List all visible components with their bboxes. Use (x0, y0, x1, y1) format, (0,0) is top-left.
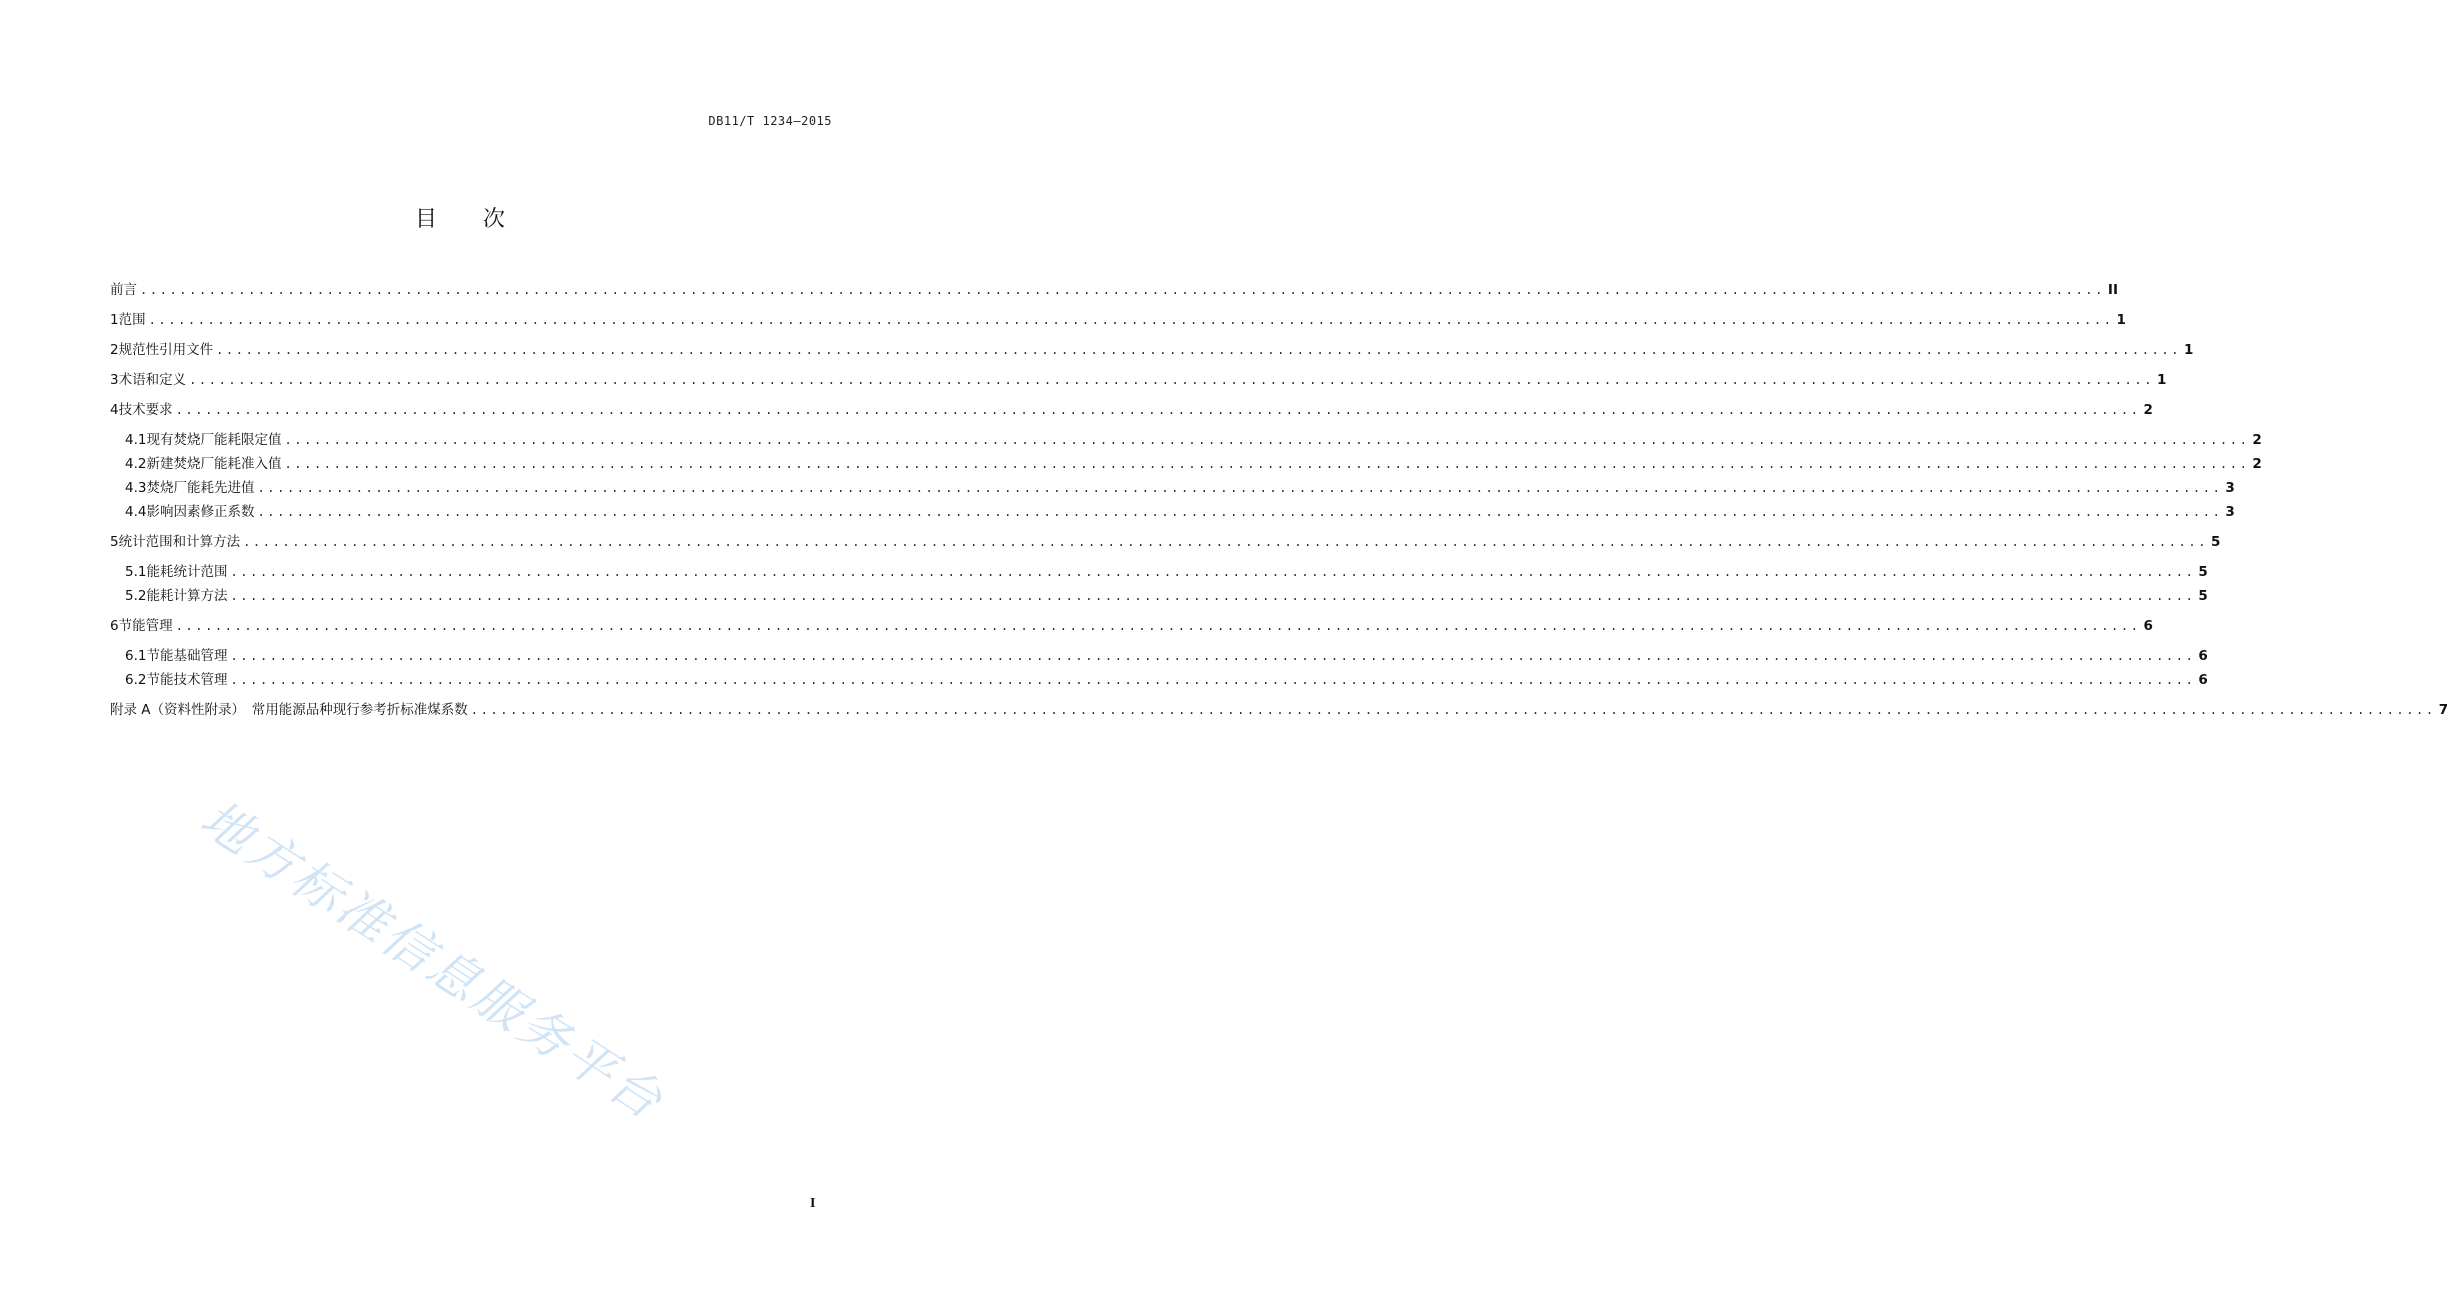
toc-leader-dots: ........................................................................................................................................................................................................ (257, 481, 2223, 495)
toc-leader-dots: ........................................................................................................................................................................................................ (243, 535, 2209, 549)
toc-entry-4-4[interactable] (125, 502, 2235, 522)
toc-number: 4.4 (125, 504, 147, 520)
toc-label: 节能管理 (118, 618, 173, 634)
toc-label: 规范性引用文件 (118, 342, 214, 358)
toc-page-number: 5 (2198, 564, 2208, 580)
toc-leader-dots: ........................................................................................................................................................................................................ (230, 589, 2196, 603)
toc-number: 6.1 (125, 648, 147, 664)
toc-leader-dots: ........................................................................................................................................................................................................ (284, 433, 2250, 447)
toc-title: 目次 (414, 207, 551, 232)
toc-leader-dots: ........................................................................................................................................................................................................ (257, 505, 2223, 519)
toc-entry-4-1[interactable] (125, 430, 2262, 450)
toc-page-number: 2 (2252, 432, 2262, 448)
toc-label: 现有焚烧厂能耗限定值 (146, 432, 282, 448)
toc-page-number: 5 (2198, 588, 2208, 604)
toc-leader-dots: ........................................................................................................................................................................................................ (175, 619, 2141, 633)
toc-entry-6-2[interactable] (125, 670, 2208, 690)
toc-label: 术语和定义 (118, 372, 187, 388)
toc-label: 能耗计算方法 (146, 588, 228, 604)
toc-page-number: 1 (2184, 342, 2194, 358)
toc-label: 影响因素修正系数 (146, 504, 255, 520)
toc-page-number: 2 (2252, 456, 2262, 472)
toc-number: 4.2 (125, 456, 147, 472)
toc-page-number: 1 (2116, 312, 2126, 328)
toc-page-number: 1 (2157, 372, 2167, 388)
watermark: 地方标准信息服务平台 (190, 789, 675, 1132)
toc-number: 4.3 (125, 480, 147, 496)
toc-leader-dots: ........................................................................................................................................................................................................ (216, 343, 2182, 357)
toc-entry-foreword[interactable] (110, 280, 2118, 300)
toc-leader-dots: ........................................................................................................................................................................................................ (230, 565, 2196, 579)
toc-number: 4.1 (125, 432, 147, 448)
toc-entry-4-3[interactable] (125, 478, 2235, 498)
toc-leader-dots: ........................................................................................................................................................................................................ (148, 313, 2114, 327)
toc-leader-dots: ........................................................................................................................................................................................................ (189, 373, 2155, 387)
toc-page-number: 3 (2225, 504, 2235, 520)
toc-number: 6 (110, 618, 119, 634)
toc-number: 5.2 (125, 588, 147, 604)
toc-number: 5.1 (125, 564, 147, 580)
toc-label: 统计范围和计算方法 (118, 534, 241, 550)
toc-page-number: 6 (2143, 618, 2153, 634)
toc-entry-5-1[interactable] (125, 562, 2208, 582)
toc-label: 前言 (110, 282, 137, 298)
toc-page-number: 5 (2211, 534, 2221, 550)
toc-leader-dots: ........................................................................................................................................................................................................ (230, 649, 2196, 663)
toc-entry-appendix-a[interactable] (110, 700, 2448, 720)
toc-leader-dots: ........................................................................................................................................................................................................ (284, 457, 2250, 471)
toc-page-number: 3 (2225, 480, 2235, 496)
toc-entry-3[interactable] (110, 370, 2167, 390)
toc-number: 1 (110, 312, 119, 328)
toc-entry-5[interactable] (110, 532, 2221, 552)
page-number: I (810, 1196, 816, 1211)
toc-page-number: 7 (2438, 702, 2448, 718)
document-code: DB11/T 1234—2015 (708, 114, 832, 128)
toc-entry-5-2[interactable] (125, 586, 2208, 606)
toc-page-number: 6 (2198, 672, 2208, 688)
toc-page-number: 2 (2143, 402, 2153, 418)
toc-leader-dots: ........................................................................................................................................................................................................ (230, 673, 2196, 687)
toc-label: 节能技术管理 (146, 672, 228, 688)
toc-label: 节能基础管理 (146, 648, 228, 664)
toc-page-number: II (2107, 282, 2118, 298)
toc-leader-dots: ........................................................................................................................................................................................................ (175, 403, 2141, 417)
toc-leader-dots: ........................................................................................................................................................................................................ (140, 283, 2105, 297)
toc-entry-1[interactable] (110, 310, 2126, 330)
toc-label: 技术要求 (118, 402, 173, 418)
toc-number: 2 (110, 342, 119, 358)
toc-number: 3 (110, 372, 119, 388)
toc-label: 范围 (118, 312, 146, 328)
toc-label: 能耗统计范围 (146, 564, 228, 580)
toc-entry-2[interactable] (110, 340, 2194, 360)
toc-entry-4[interactable] (110, 400, 2153, 420)
toc-entry-4-2[interactable] (125, 454, 2262, 474)
toc-number: 4 (110, 402, 119, 418)
toc-label: 新建焚烧厂能耗准入值 (146, 456, 282, 472)
toc-leader-dots: ........................................................................................................................................................................................................ (470, 703, 2436, 717)
toc-page-number: 6 (2198, 648, 2208, 664)
toc-number: 6.2 (125, 672, 147, 688)
toc-entry-6[interactable] (110, 616, 2153, 636)
toc-entry-6-1[interactable] (125, 646, 2208, 666)
toc-number: 5 (110, 534, 119, 550)
toc-label: 焚烧厂能耗先进值 (146, 480, 255, 496)
toc-label: 附录 A（资料性附录） 常用能源品种现行参考折标准煤系数 (110, 702, 468, 718)
